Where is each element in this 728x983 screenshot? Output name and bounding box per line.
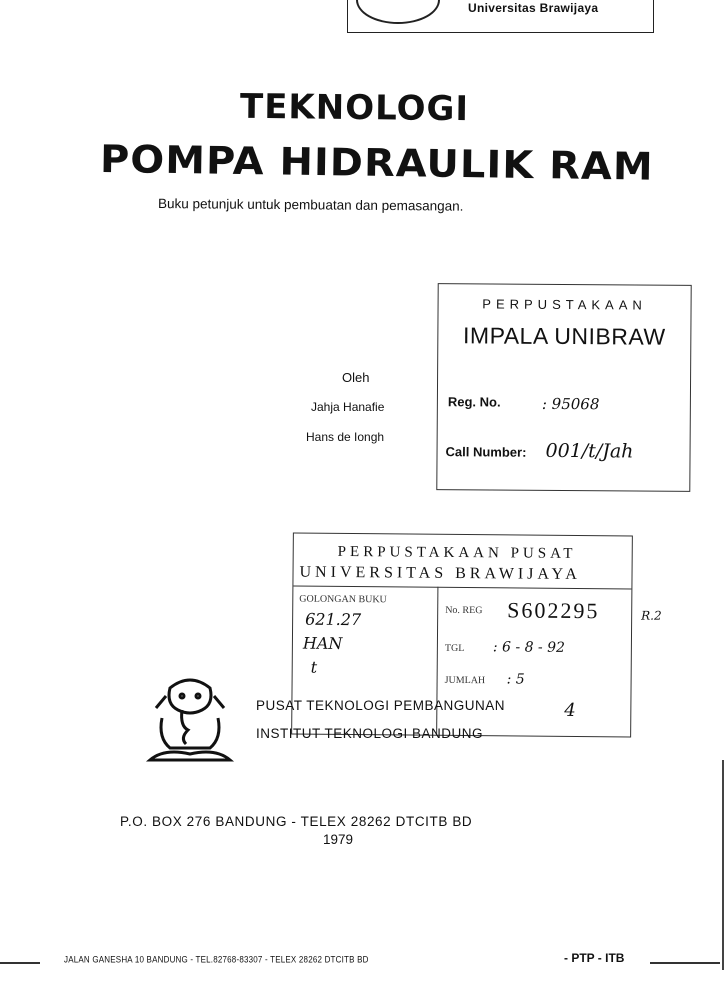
date-label: TGL [444, 642, 465, 655]
footer-rule [650, 962, 720, 964]
class-title-code: t [310, 657, 318, 677]
reg-no-value: : 95068 [541, 394, 600, 414]
stamp-divider [293, 586, 631, 590]
footer-address: JALAN GANESHA 10 BANDUNG - TEL.82768-83307 - TELEX 28262 DTCITB BD [64, 954, 369, 965]
reg-note: R.2 [641, 608, 662, 623]
publication-year: 1979 [323, 832, 354, 847]
author-name: Jahja Hanafie [311, 400, 385, 414]
call-number-label: Call Number: [445, 444, 527, 460]
count-value: : 5 [506, 671, 525, 688]
publisher-line2: INSTITUT TEKNOLOGI BANDUNG [256, 726, 484, 741]
library-stamp-heading: PERPUSTAKAAN [482, 296, 647, 313]
reg-label: No. REG [445, 604, 483, 617]
footer-rule [0, 962, 40, 964]
book-subtitle: Buku petunjuk untuk pembuatan dan pemasangan. [157, 196, 464, 214]
call-number-value: 001/t/Jah [545, 439, 634, 463]
publisher-address: P.O. BOX 276 BANDUNG - TELEX 28262 DTCITB BD [120, 814, 473, 829]
reg-no-label: Reg. No. [447, 394, 501, 410]
central-stamp-line2: UNIVERSITAS BRAWIJAYA [299, 563, 581, 584]
library-header-stamp [347, 0, 654, 33]
date-value: : 6 - 8 - 92 [492, 639, 566, 656]
publisher-line1: PUSAT TEKNOLOGI PEMBANGUNAN [256, 698, 506, 713]
handwritten-mark: 4 [564, 699, 576, 721]
library-stamp-name: IMPALA UNIBRAW [462, 322, 666, 350]
itb-ganesha-logo-icon [140, 668, 240, 768]
class-number: 621.27 [305, 609, 362, 630]
central-stamp-line1: PERPUSTAKAAN PUSAT [337, 543, 577, 562]
university-name: Universitas Brawijaya [468, 1, 599, 15]
university-seal-icon [356, 0, 440, 24]
impala-library-stamp [436, 283, 691, 492]
footer-mark: - PTP - ITB [564, 951, 625, 965]
class-author-code: HAN [302, 633, 343, 653]
class-label: GOLONGAN BUKU [299, 593, 387, 606]
book-title-line1: TEKNOLOGI [239, 86, 470, 130]
by-label: Oleh [342, 370, 370, 385]
count-label: JUMLAH [444, 674, 486, 687]
author-name: Hans de Iongh [306, 430, 385, 444]
reg-number: S602295 [507, 597, 600, 624]
book-title-line2: POMPA HIDRAULIK RAM [99, 137, 654, 189]
page-edge-shadow [722, 760, 724, 970]
